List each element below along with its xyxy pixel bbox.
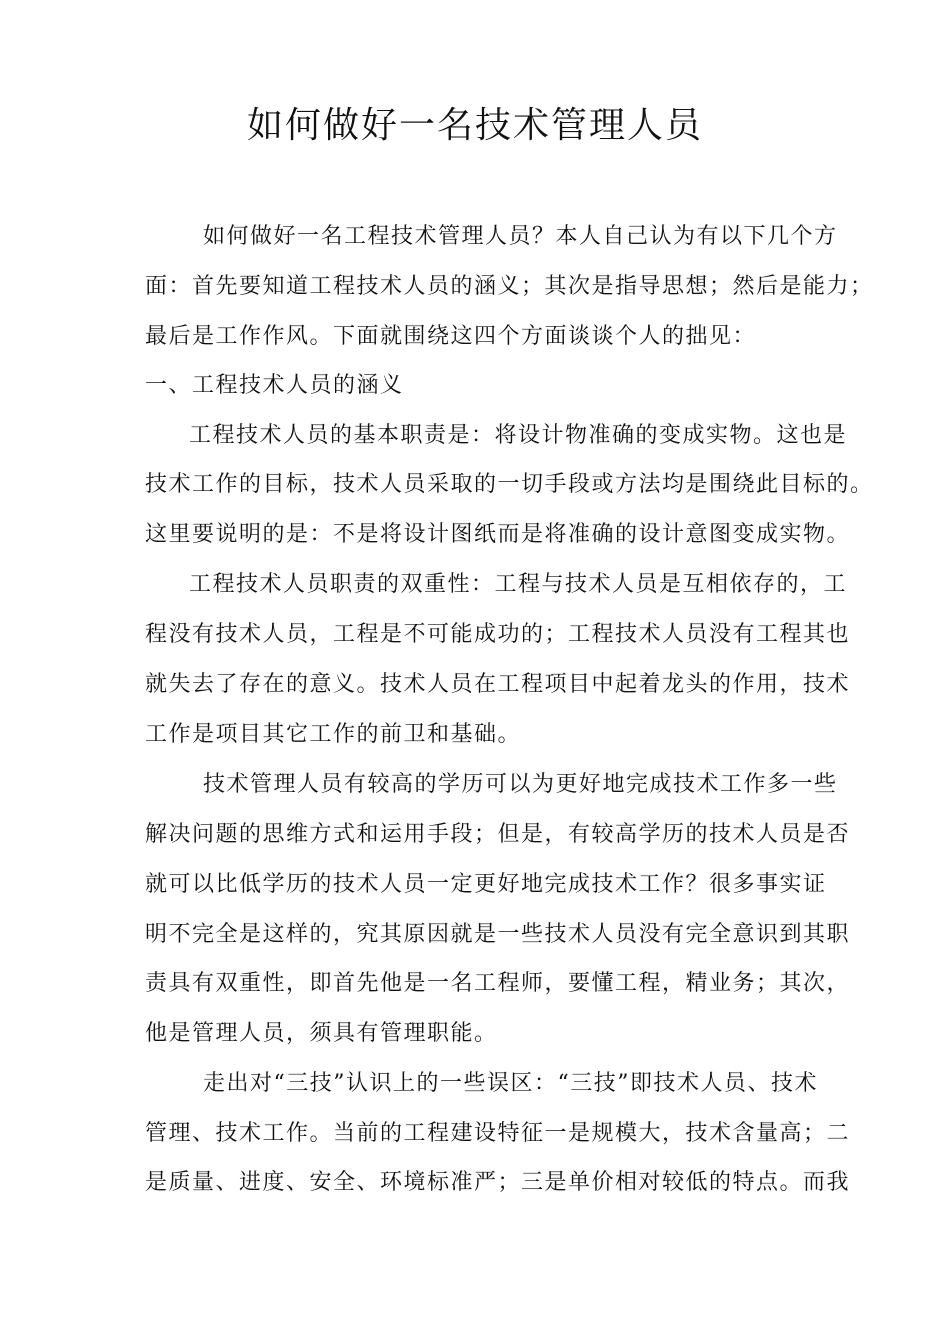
line-text: 解决问题的思维方式和运用手段；但是，有较高学历的技术人员是否	[145, 822, 851, 847]
line-text: 就可以比低学历的技术人员一定更好地完成技术工作？很多事实证	[145, 872, 827, 897]
line-text: 技术管理人员有较高的学历可以为更好地完成技术工作多一些	[203, 772, 838, 797]
line-text: 工程技术人员的基本职责是：将设计物准确的变成实物。这也是	[189, 423, 848, 448]
line-text: 管理、技术工作。当前的工程建设特征一是规模大，技术含量高；二	[145, 1121, 851, 1146]
line-text: 如何做好一名工程技术管理人员？本人自己认为有以下几个方	[203, 224, 838, 249]
line-text: 是质量、进度、安全、环境标准严；三是单价相对较低的特点。而我	[145, 1170, 851, 1195]
line-text: 工作是项目其它工作的前卫和基础。	[145, 722, 522, 747]
line-text: 这里要说明的是：不是将设计图纸而是将准确的设计意图变成实物。	[145, 522, 851, 547]
line-text: 就失去了存在的意义。技术人员在工程项目中起着龙头的作用，技术	[145, 672, 851, 697]
line-text: 面：首先要知道工程技术人员的涵义；其次是指导思想；然后是能力；	[145, 274, 874, 299]
line-text: 走出对“三技”认识上的一些误区：“三技”即技术人员、技术	[203, 1071, 818, 1096]
line-text: 程没有技术人员，工程是不可能成功的；工程技术人员没有工程其也	[145, 622, 851, 647]
line-text: 一、工程技术人员的涵义	[145, 373, 404, 398]
line-text: 明不完全是这样的，究其原因就是一些技术人员没有完全意识到其职	[145, 922, 851, 947]
line-text: 最后是工作作风。下面就围绕这四个方面谈谈个人的拙见：	[145, 324, 757, 349]
line-text: 工程技术人员职责的双重性：工程与技术人员是互相依存的，工	[189, 572, 848, 597]
line-text: 他是管理人员，须具有管理职能。	[145, 1021, 498, 1046]
line-text: 技术工作的目标，技术人员采取的一切手段或方法均是围绕此目标的。	[145, 472, 874, 497]
document-title: 如何做好一名技术管理人员	[246, 105, 703, 146]
line-text: 责具有双重性，即首先他是一名工程师，要懂工程，精业务；其次，	[145, 971, 851, 996]
